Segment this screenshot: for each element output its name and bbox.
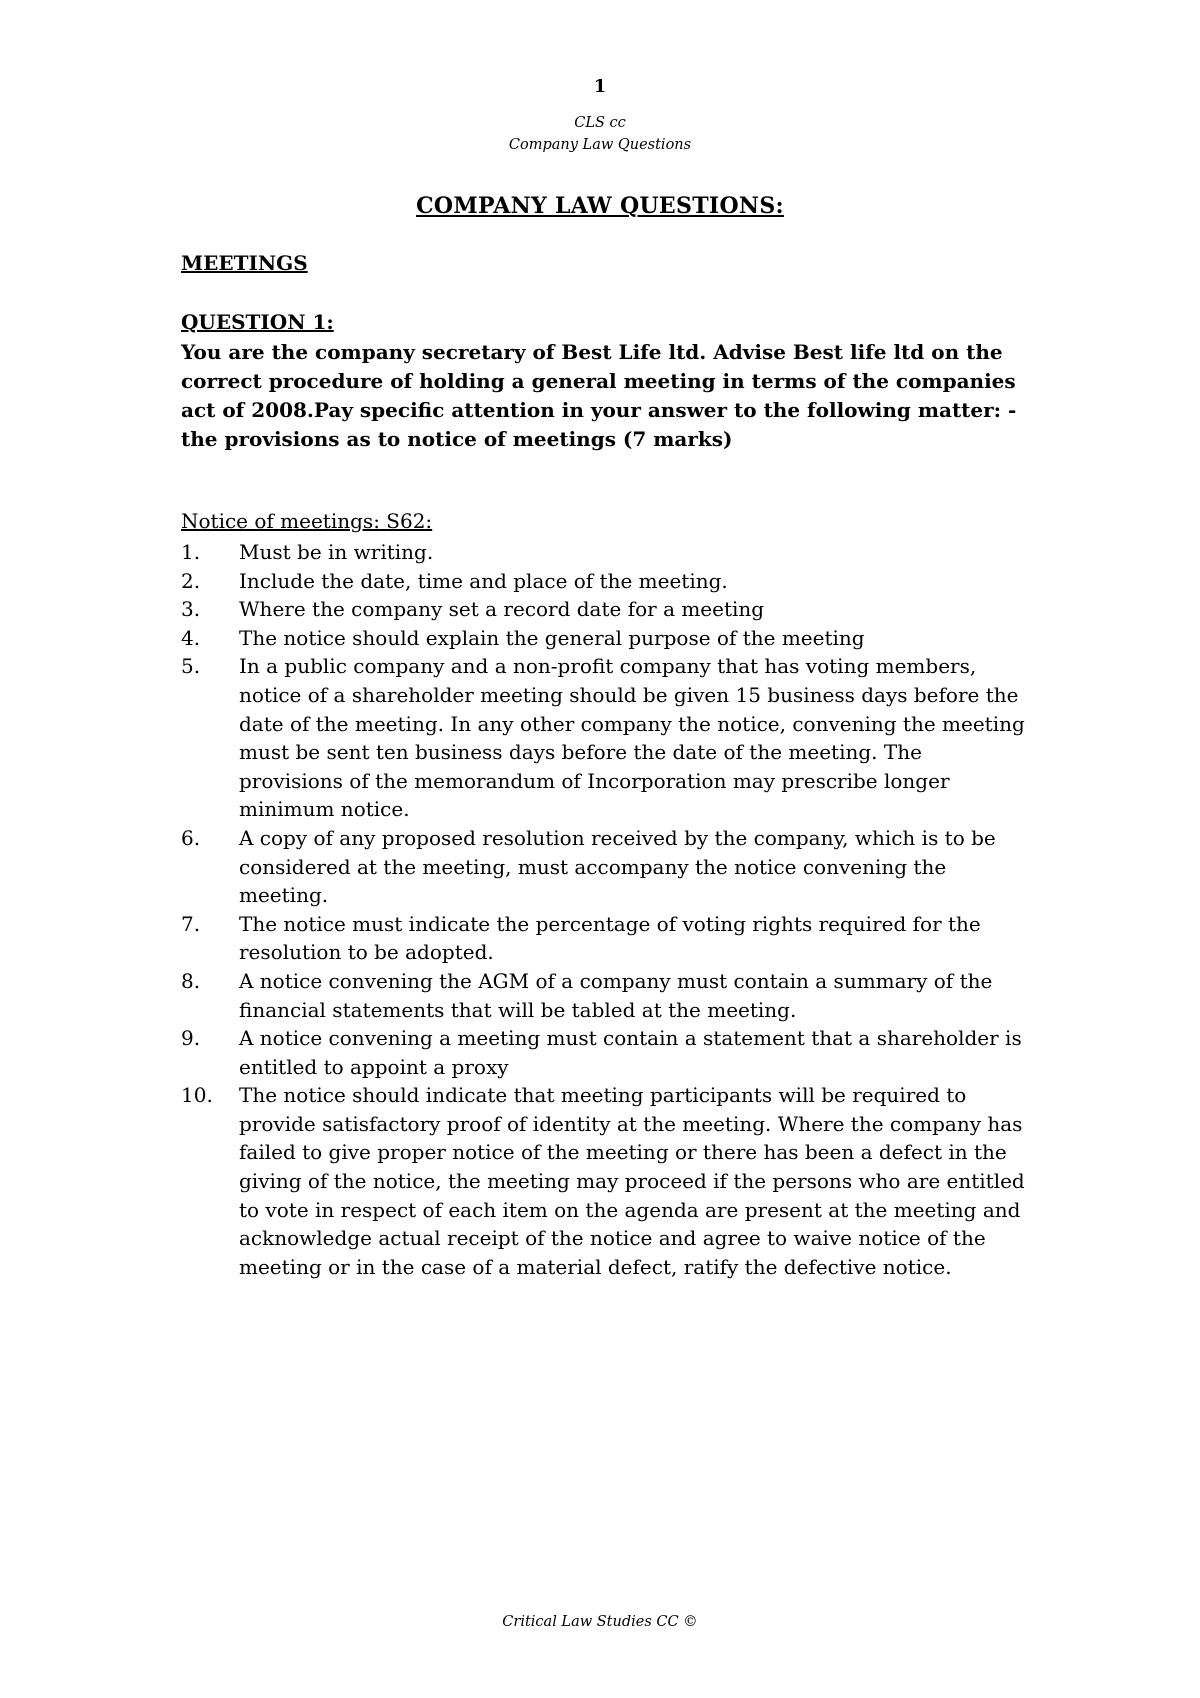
list-item [181,967,1031,1024]
list-item-number: 1. [181,540,201,564]
list-item-text: Include the date, time and place of the meeting. [239,568,728,593]
notice-heading: Notice of meetings: S62: [181,509,433,533]
list-item-number: 2. [181,568,201,593]
list-item [181,910,1031,967]
list-item [181,1024,1031,1081]
page-number: 1 [593,76,607,97]
list-item [181,652,1031,824]
document-title: COMPANY LAW QUESTIONS: [416,193,784,219]
list-item-number: 9. [181,1026,201,1051]
list-item-number: 3. [181,597,201,622]
list-item [181,595,1031,624]
list-item-text: The notice must indicate the percentage of voting rights required for the resolution to be adopted. [239,911,981,965]
list-item [181,824,1031,910]
header-company: CLS cc [574,115,626,131]
list-item-number: 6. [181,825,201,850]
list-item [181,538,1031,567]
list-item-text: A notice convening a meeting must contain a statement that a shareholder is entitled to appoint a proxy [239,1026,1022,1079]
list-item-number: 8. [181,968,201,993]
header-subject: Company Law Questions [508,137,692,153]
section-heading: MEETINGS [181,251,308,275]
list-item-number: 4. [181,625,201,650]
list-item-text: The notice should indicate that meeting participants will be required to provide satisfactory proof of identity at the meeting. Where the company has failed to give proper notice of the meeting or there has been a defect in the giving of the notice, the meeting may proceed if the persons who are entitled to vote in respect of each item on the agenda are present at the meeting and acknowledge actual receipt of the notice and agree to waive notice of the meeting or in the case of a material defect, ratify the defective notice. [239,1083,1025,1279]
question-text: You are the company secretary of Best Life ltd. Advise Best life ltd on the correct procedure of holding a general meeting in terms of the companies act of 2008.Pay specific attention in your answer to the following matter: -the provisions as to notice of meetings (7 marks) [181,340,1017,451]
list-item-text: Must be in writing. [239,540,434,564]
list-item-text: Where the company set a record date for a meeting [239,597,765,622]
list-item-text: A copy of any proposed resolution received by the company, which is to be considered at the meeting, must accompany the notice convening the meeting. [239,825,996,908]
list-item [181,624,1031,653]
list-item-number: 10. [181,1083,213,1108]
question-heading: QUESTION 1: [181,310,334,334]
list-item-text: A notice convening the AGM of a company must contain a summary of the financial statements that will be tabled at the meeting. [239,968,993,1022]
list-item-number: 7. [181,911,201,936]
list-item [181,1081,1031,1281]
list-item-text: In a public company and a non-profit company that has voting members, notice of a shareholder meeting should be given 15 business days before the date of the meeting. In any other company the notice, convening the meeting must be sent ten business days before the date of the meeting. The provisions of the memorandum of Incorporation may prescribe longer minimum notice. [239,654,1025,822]
footer-copyright: Critical Law Studies CC © [502,1614,698,1630]
list-item-text: The notice should explain the general purpose of the meeting [239,625,865,650]
list-item [181,567,1031,596]
notice-list [181,538,1031,1281]
list-item-number: 5. [181,654,201,679]
